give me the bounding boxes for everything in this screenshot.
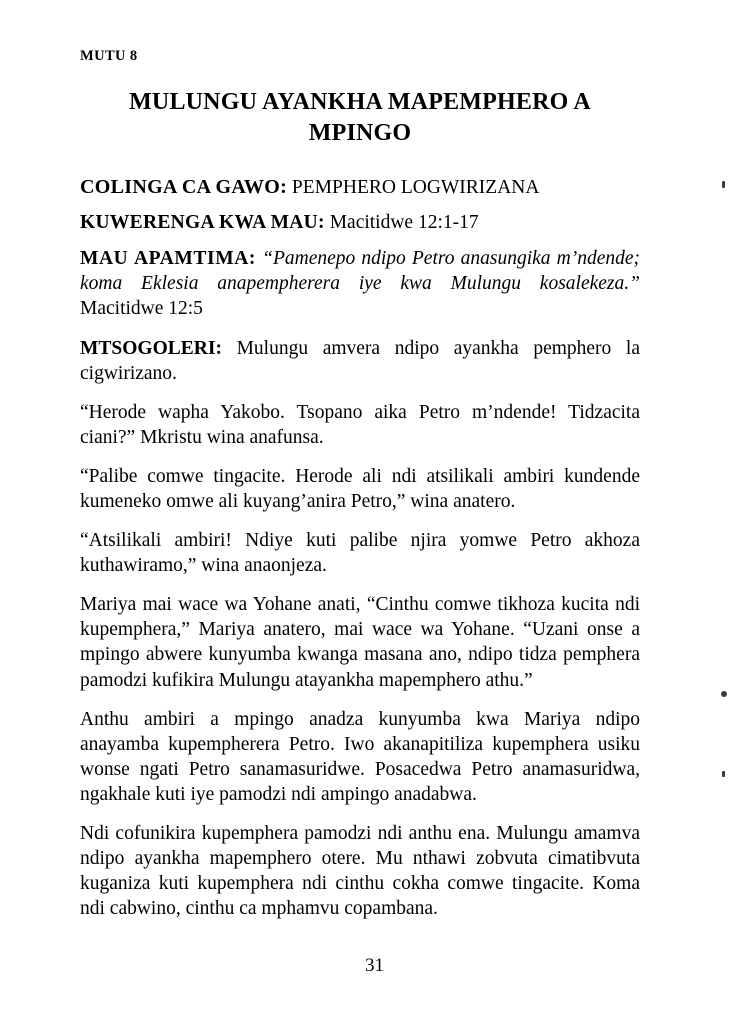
leader-paragraph (80, 336, 640, 386)
meta-line-reading (80, 210, 640, 235)
body-paragraph: Anthu ambiri a mpingo anadza kunyumba kwa Mariya ndipo anayamba kupempherera Petro. Iwo akanapitiliza kupemphera usiku wonse ngati Petro sanamasuridwe. Posacedwa Petro anamasuridwa, ngakhale kuti iye pamodzi ndi ampingo anadabwa. (80, 708, 640, 805)
body-paragraph: “Palibe comwe tingacite. Herode ali ndi atsilikali ambiri kundende kumeneko omwe ali kuyang’anira Petro,” wina anatero. (80, 466, 640, 513)
chapter-label: MUTU 8 (80, 48, 138, 64)
page-number: 31 (365, 955, 384, 976)
body-paragraph: “Atsilikali ambiri! Ndiye kuti palibe njira yomwe Petro akhoza kuthawiramo,” wina anaonjeza. (80, 530, 640, 577)
body-paragraph: “Herode wapha Yakobo. Tsopano aika Petro m’ndende! Tidzacita ciani?” Mkristu wina anafunsa. (80, 402, 640, 449)
leader-label: MTSOGOLERI: (80, 337, 222, 359)
memory-verse-text: “Pamenepo ndipo Petro anasungika m’ndende; koma Eklesia anapempherera iye kwa Mulungu kosalekeza.” (80, 248, 640, 295)
page-speck-artifact (722, 181, 725, 188)
page-speck-artifact (722, 771, 725, 777)
leader-text: Mulungu amvera ndipo ayankha pemphero la cigwirizano. (80, 337, 640, 385)
meta-label-objective: COLINGA CA GAWO: (80, 176, 288, 199)
memory-verse-reference: Macitidwe 12:5 (80, 298, 203, 320)
meta-line-objective (80, 174, 640, 200)
meta-label-reading: KUWERENGA KWA MAU: (80, 211, 325, 233)
page-speck-artifact (721, 691, 727, 697)
body-paragraph: Ndi cofunikira kupemphera pamodzi ndi anthu ena. Mulungu amamva ndipo ayankha mapemphero otere. Mu nthawi zobvuta cimatibvuta kuganiza kuti kupemphera ndi cinthu cokha comwe tingacite. Koma ndi cabwino, cinthu ca mphamvu copambana. (80, 822, 640, 919)
page-content (80, 48, 640, 935)
meta-value-reading: Macitidwe 12:1-17 (329, 211, 479, 233)
memory-verse-label: MAU APAMTIMA: (80, 248, 257, 270)
meta-value-objective: PEMPHERO LOGWIRIZANA (291, 177, 540, 199)
memory-verse-block (80, 247, 640, 322)
body-paragraph: Mariya mai wace wa Yohane anati, “Cinthu comwe tikhoza kucita ndi kupemphera,” Mariya anatero, mai wace wa Yohane. “Uzani onse a mpingo abwere kunyumba kwanga masana ano, ndipo tidza pemphera pamodzi kufikira Mulungu atayankha mapemphero athu.” (80, 594, 640, 691)
page-title: MULUNGU AYANKHA MAPEMPHERO A MPINGO (129, 89, 591, 146)
